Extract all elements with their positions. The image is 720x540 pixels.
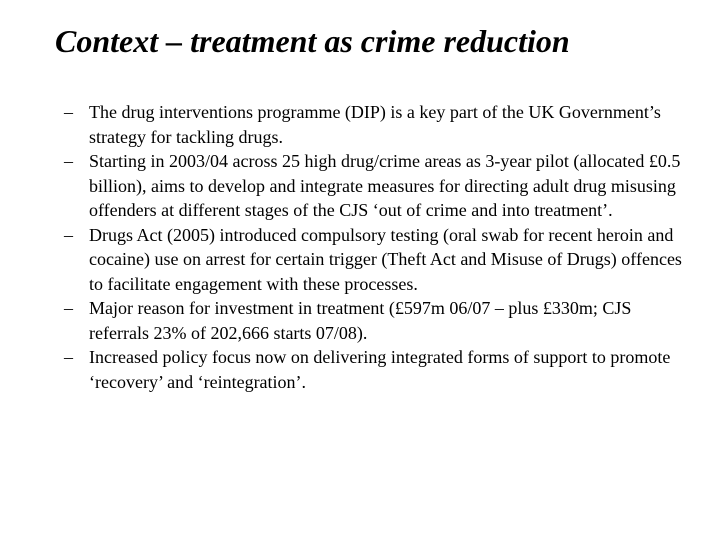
dash-marker: –: [64, 102, 73, 122]
dash-marker: –: [64, 347, 73, 367]
bullet-text: Starting in 2003/04 across 25 high drug/crime areas as 3-year pilot (allocated £0.5 billion), aims to develop and integrate measures for directing adult drug misusing offenders at different stages of the CJS ‘out of crime and into treatment’.: [89, 151, 681, 220]
bullet-item: [64, 149, 694, 223]
bullet-item: [64, 100, 694, 149]
bullet-text: Increased policy focus now on delivering integrated forms of support to promote ‘recovery’ and ‘reintegration’.: [89, 347, 671, 392]
dash-marker: –: [64, 298, 73, 318]
bullet-item: [64, 296, 694, 345]
bullet-item: [64, 345, 694, 394]
bullet-text: Drugs Act (2005) introduced compulsory testing (oral swab for recent heroin and cocaine) use on arrest for certain trigger (Theft Act and Misuse of Drugs) offences to facilitate engagement with these processes.: [89, 224, 682, 294]
bullet-text: The drug interventions programme (DIP) is a key part of the UK Government’s strategy for tackling drugs.: [89, 102, 661, 147]
dash-marker: –: [64, 151, 73, 171]
dash-marker: –: [64, 224, 73, 245]
slide-title: Context – treatment as crime reduction: [55, 23, 570, 59]
bullet-item: [64, 223, 694, 297]
bullet-text: Major reason for investment in treatment (£597m 06/07 – plus £330m; CJS referrals 23% of 202,666 starts 07/08).: [89, 298, 632, 343]
bullet-list: [64, 100, 694, 394]
